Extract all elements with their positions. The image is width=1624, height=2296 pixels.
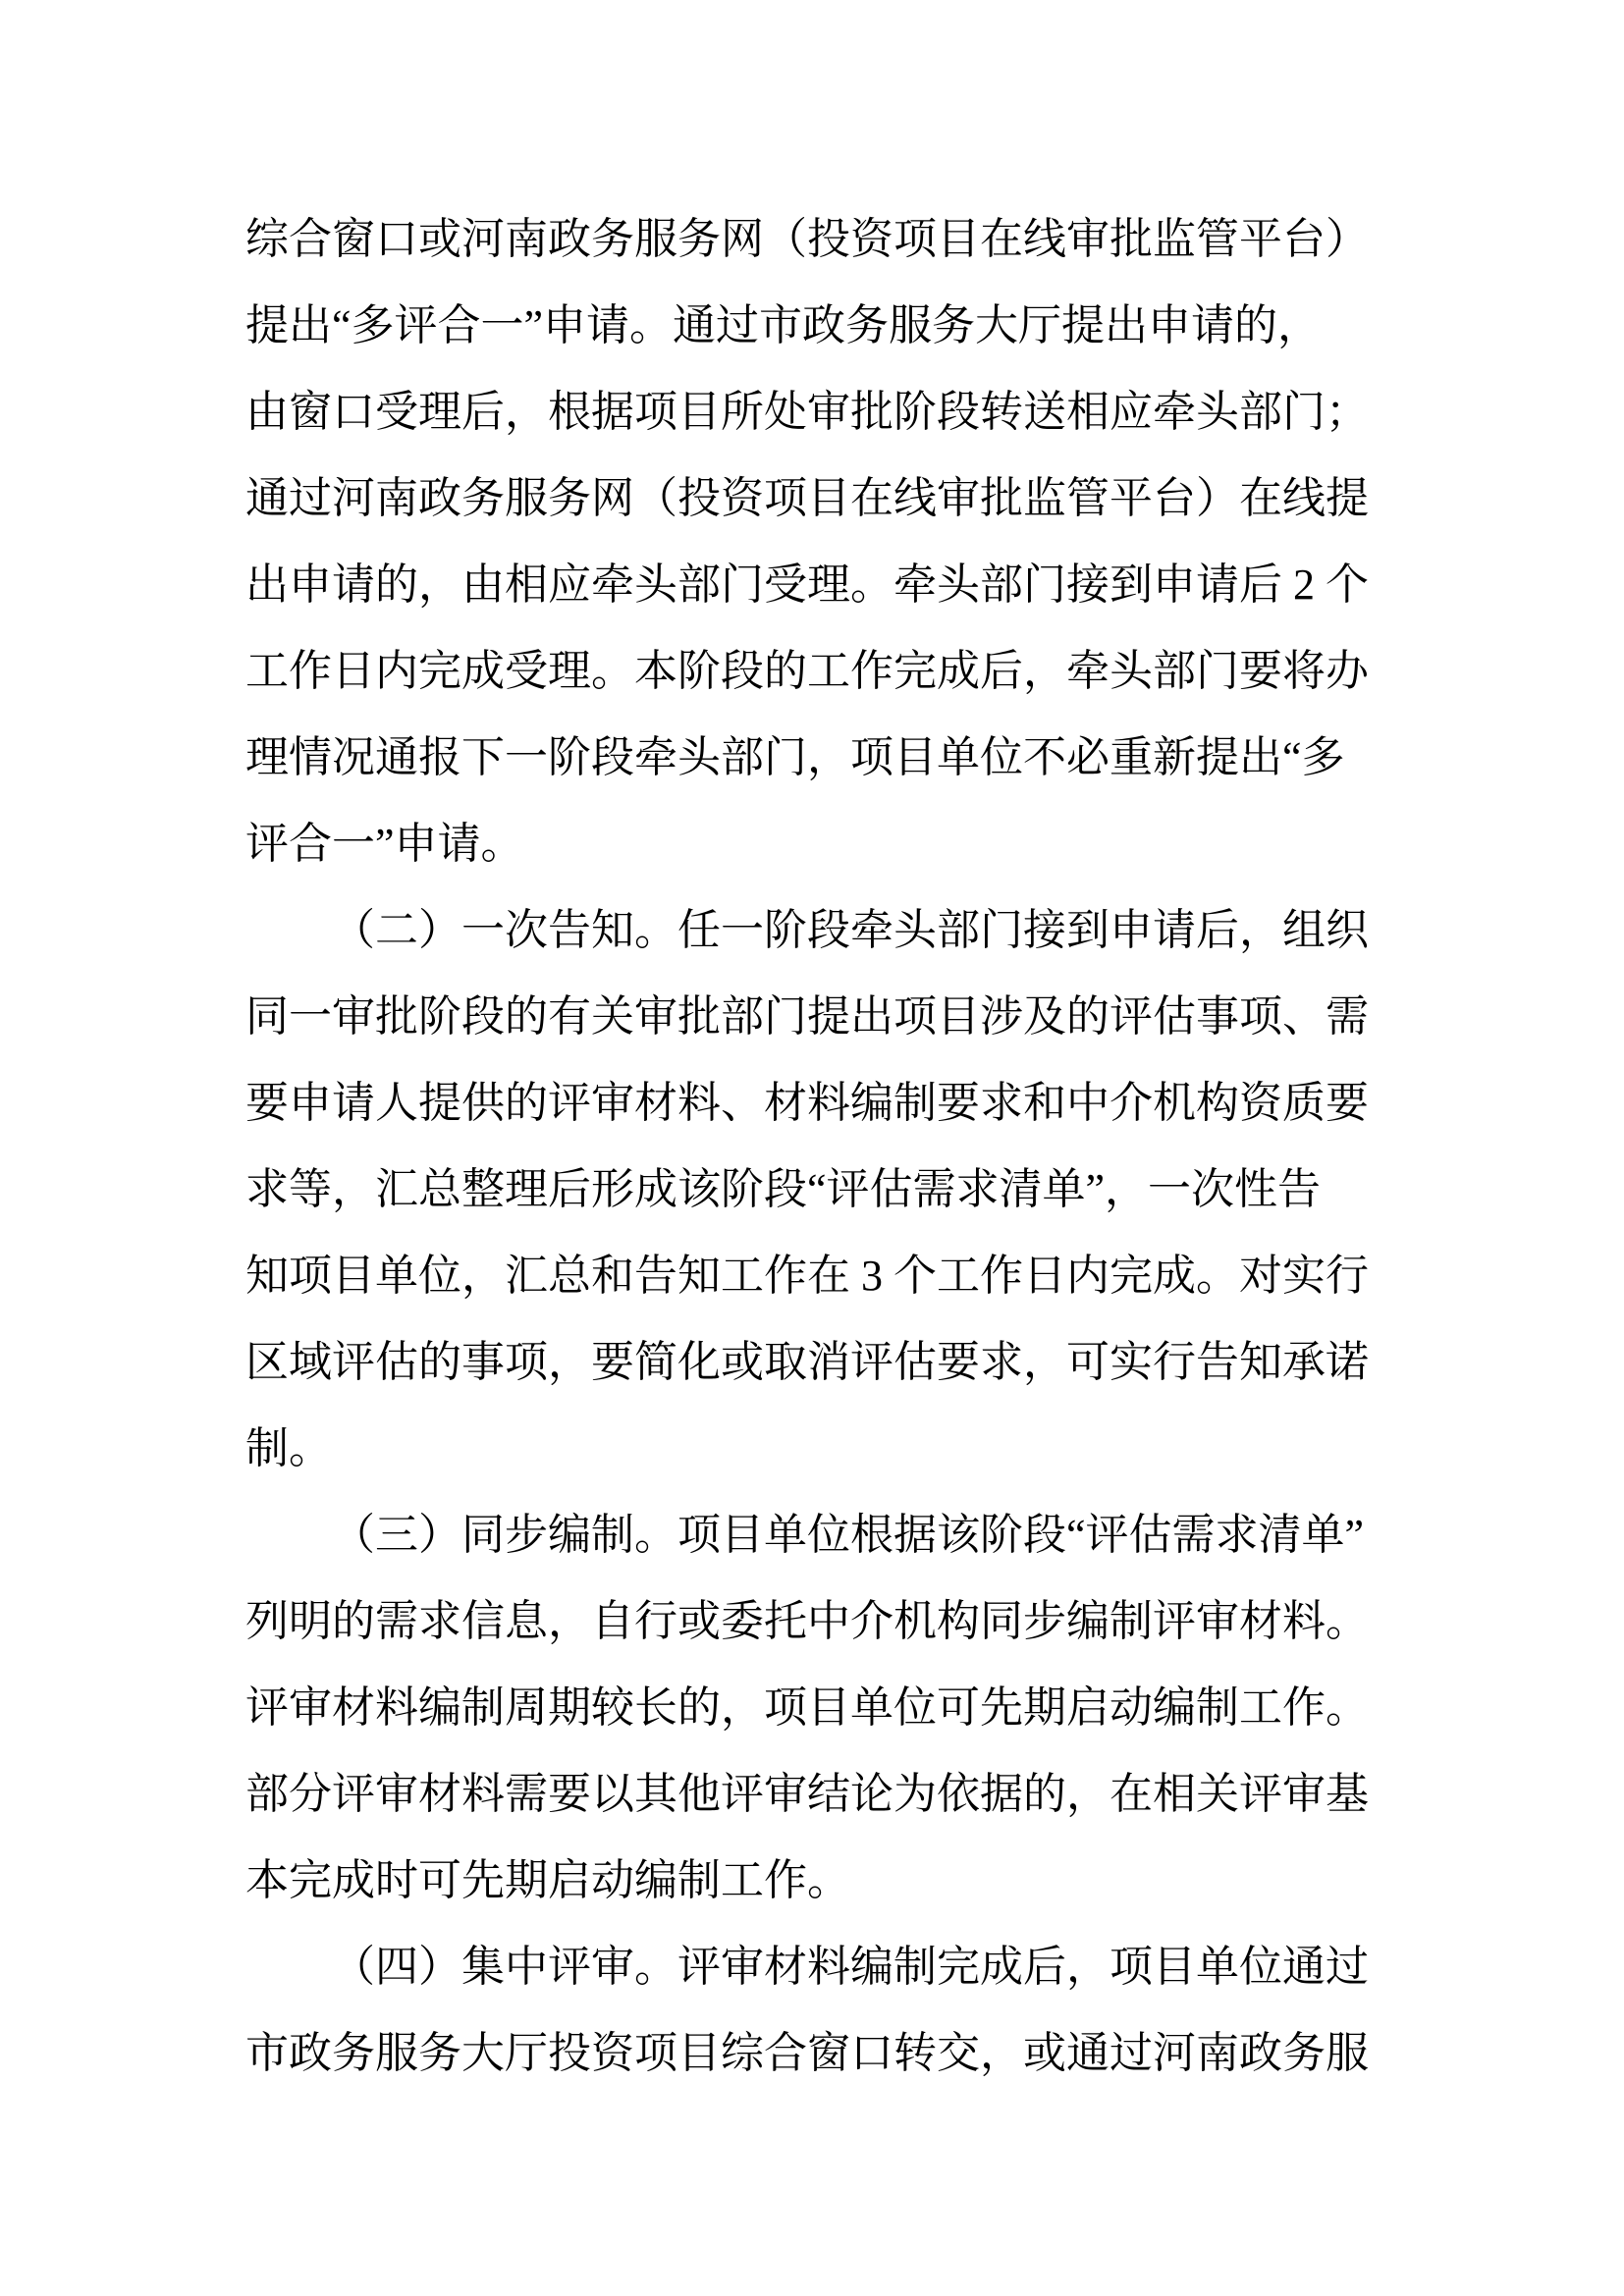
text-line-22: 市政务服务大厅投资项目综合窗口转交，或通过河南政务服 xyxy=(245,2029,1369,2077)
text-line-19: 部分评审材料需要以其他评审结论为依据的，在相关评审基 xyxy=(245,1770,1369,1818)
text-line-13: 知项目单位，汇总和告知工作在 3 个工作日内完成。对实行 xyxy=(245,1252,1369,1300)
text-line-20: 本完成时可先期启动编制工作。 xyxy=(245,1856,850,1904)
text-line-7: 理情况通报下一阶段牵头部门，项目单位不必重新提出“多 xyxy=(245,733,1345,781)
text-line-15: 制。 xyxy=(245,1424,332,1472)
text-line-18: 评审材料编制周期较长的，项目单位可先期启动编制工作。 xyxy=(245,1683,1369,1732)
text-line-2: 提出“多评合一”申请。通过市政务服务大厅提出申请的， xyxy=(245,301,1322,349)
text-line-10: 同一审批阶段的有关审批部门提出项目涉及的评估事项、需 xyxy=(245,992,1369,1041)
text-line-8: 评合一”申请。 xyxy=(245,820,524,868)
text-line-3: 由窗口受理后，根据项目所处审批阶段转送相应牵头部门； xyxy=(245,388,1369,436)
text-line-14: 区域评估的事项，要简化或取消评估要求，可实行告知承诺 xyxy=(245,1338,1369,1386)
text-line-17: 列明的需求信息，自行或委托中介机构同步编制评审材料。 xyxy=(245,1597,1369,1645)
document-text-block xyxy=(245,196,1373,2097)
text-line-5: 出申请的，由相应牵头部门受理。牵头部门接到申请后 2 个 xyxy=(245,561,1369,609)
text-line-9-paragraph-start: （二）一次告知。任一阶段牵头部门接到申请后，组织 xyxy=(332,906,1369,954)
text-line-21-paragraph-start: （四）集中评审。评审材料编制完成后，项目单位通过 xyxy=(332,1943,1369,1991)
text-line-4: 通过河南政务服务网（投资项目在线审批监管平台）在线提 xyxy=(245,474,1369,522)
text-line-1: 综合窗口或河南政务服务网（投资项目在线审批监管平台） xyxy=(245,215,1369,263)
text-line-16-paragraph-start: （三）同步编制。项目单位根据该阶段“评估需求清单” xyxy=(332,1511,1365,1559)
text-line-6: 工作日内完成受理。本阶段的工作完成后，牵头部门要将办 xyxy=(245,647,1369,695)
text-line-11: 要申请人提供的评审材料、材料编制要求和中介机构资质要 xyxy=(245,1079,1369,1127)
text-line-12: 求等，汇总整理后形成该阶段“评估需求清单”，一次性告 xyxy=(245,1165,1322,1213)
